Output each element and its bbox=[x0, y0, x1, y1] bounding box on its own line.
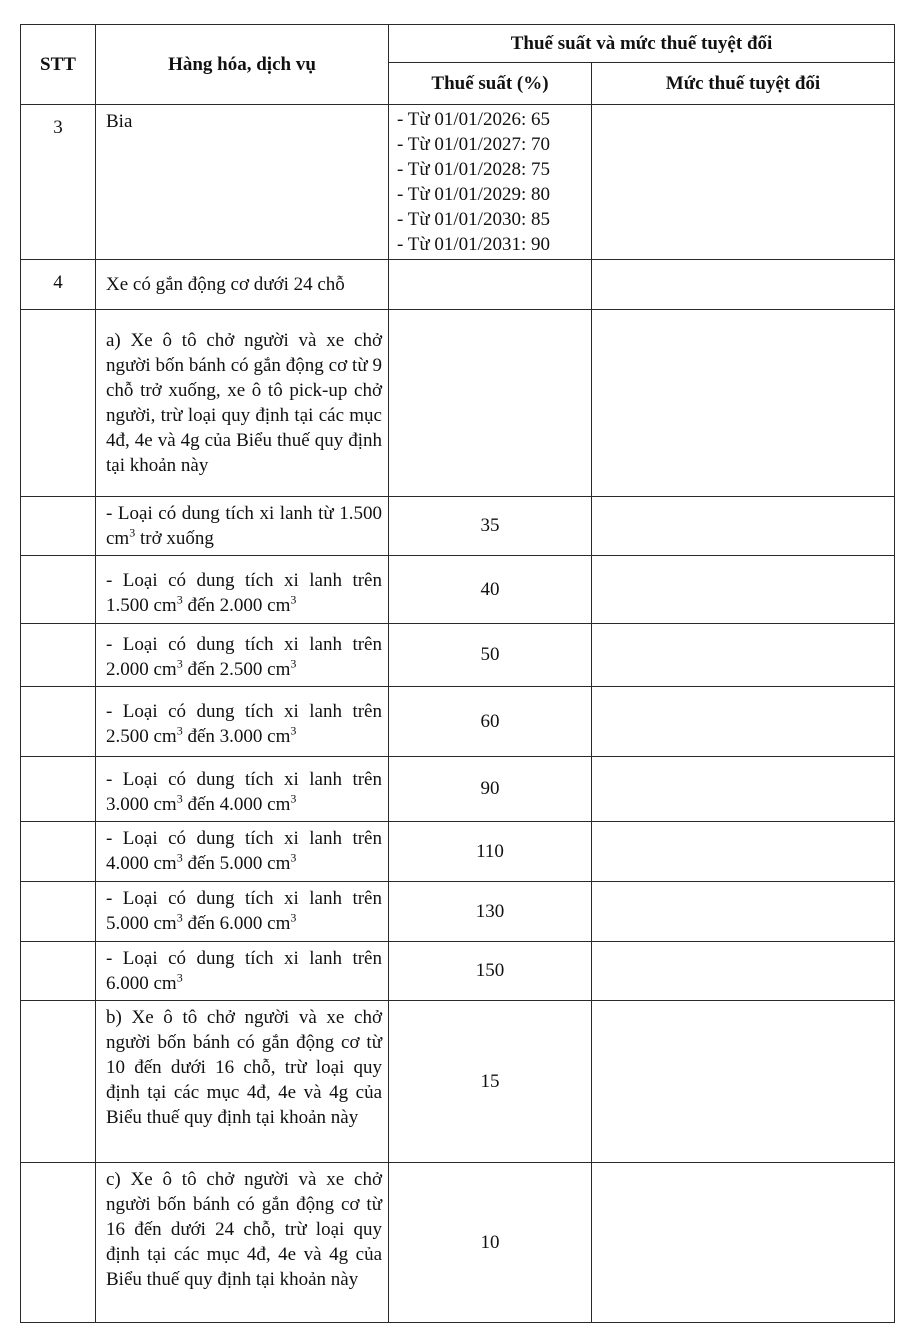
table-row-beer bbox=[21, 105, 895, 260]
table-row-4a bbox=[21, 310, 895, 497]
row-rate: 15 bbox=[389, 1001, 592, 1163]
row-goods: c) Xe ô tô chở người và xe chở người bốn bánh có gắn động cơ từ 16 đến dưới 24 chỗ, trừ loại quy định tại các mục 4đ, 4e và 4g của Biểu thuế quy định tại khoản này bbox=[96, 1163, 389, 1323]
row-goods: - Loại có dung tích xi lanh trên 4.000 $cm^3$ đến 5.000 $cm^3$ bbox=[96, 822, 389, 882]
table-row-4c bbox=[21, 1163, 895, 1323]
table-row-4b bbox=[21, 1001, 895, 1163]
row-stt bbox=[21, 310, 96, 497]
row-absolute bbox=[592, 310, 895, 497]
row-goods: - Loại có dung tích xi lanh trên 1.500 $cm^3$ đến 2.000 $cm^3$ bbox=[96, 556, 389, 624]
row-goods: - Loại có dung tích xi lanh trên 6.000 $cm^3$ bbox=[96, 942, 389, 1001]
header-goods: Hàng hóa, dịch vụ bbox=[96, 25, 389, 105]
row-goods: Bia bbox=[96, 105, 389, 260]
row-rate: 60 bbox=[389, 687, 592, 757]
row-goods: Xe có gắn động cơ dưới 24 chỗ bbox=[96, 260, 389, 310]
row-goods: - Loại có dung tích xi lanh trên 3.000 $cm^3$ đến 4.000 $cm^3$ bbox=[96, 757, 389, 822]
row-stt: 4 bbox=[21, 260, 96, 310]
header-row-top bbox=[21, 25, 895, 63]
row-rate: 35 bbox=[389, 497, 592, 556]
row-rate: 110 bbox=[389, 822, 592, 882]
row-absolute bbox=[592, 260, 895, 310]
header-rate-group: Thuế suất và mức thuế tuyệt đối bbox=[389, 25, 895, 63]
row-absolute bbox=[592, 1001, 895, 1163]
row-goods: - Loại có dung tích xi lanh từ 1.500 $cm^3$ trở xuống bbox=[96, 497, 389, 556]
row-goods: - Loại có dung tích xi lanh trên 5.000 $cm^3$ đến 6.000 $cm^3$ bbox=[96, 882, 389, 942]
row-goods: - Loại có dung tích xi lanh trên 2.000 $cm^3$ đến 2.500 $cm^3$ bbox=[96, 624, 389, 687]
row-rate bbox=[389, 310, 592, 497]
beer-rate-line: - Từ 01/01/2030: 85 bbox=[397, 209, 550, 230]
row-rate: 50 bbox=[389, 624, 592, 687]
row-stt: 3 bbox=[21, 105, 96, 260]
row-rate bbox=[389, 260, 592, 310]
table-row-engine bbox=[21, 497, 895, 556]
row-rate: 150 bbox=[389, 942, 592, 1001]
table-row-engine bbox=[21, 556, 895, 624]
table-row-engine bbox=[21, 757, 895, 822]
row-rate: 40 bbox=[389, 556, 592, 624]
row-absolute bbox=[592, 105, 895, 260]
row-stt bbox=[21, 1163, 96, 1323]
beer-rate-line: - Từ 01/01/2031: 90 bbox=[397, 234, 550, 255]
beer-rate-line: - Từ 01/01/2029: 80 bbox=[397, 184, 550, 205]
beer-rate-line: - Từ 01/01/2026: 65 bbox=[397, 109, 550, 130]
row-goods: b) Xe ô tô chở người và xe chở người bốn bánh có gắn động cơ từ 10 đến dưới 16 chỗ, trừ loại quy định tại các mục 4đ, 4e và 4g của Biểu thuế quy định tại khoản này bbox=[96, 1001, 389, 1163]
beer-rate-line: - Từ 01/01/2027: 70 bbox=[397, 134, 550, 155]
header-stt: STT bbox=[21, 25, 96, 105]
row-absolute bbox=[592, 1163, 895, 1323]
beer-rate-line: - Từ 01/01/2028: 75 bbox=[397, 159, 550, 180]
header-absolute: Mức thuế tuyệt đối bbox=[592, 63, 895, 105]
table-row-engine bbox=[21, 882, 895, 942]
row-rate: 90 bbox=[389, 757, 592, 822]
beer-rate-schedule bbox=[389, 105, 592, 260]
row-goods: - Loại có dung tích xi lanh trên 2.500 $cm^3$ đến 3.000 $cm^3$ bbox=[96, 687, 389, 757]
row-goods: a) Xe ô tô chở người và xe chở người bốn bánh có gắn động cơ từ 9 chỗ trở xuống, xe ô tô pick-up chở người, trừ loại quy định tại các mục 4đ, 4e và 4g của Biểu thuế quy định tại khoản này bbox=[96, 310, 389, 497]
table-row-engine bbox=[21, 687, 895, 757]
tax-table bbox=[20, 24, 895, 1323]
header-rate: Thuế suất (%) bbox=[389, 63, 592, 105]
row-rate: 130 bbox=[389, 882, 592, 942]
table-row-engine bbox=[21, 624, 895, 687]
row-stt bbox=[21, 1001, 96, 1163]
row-rate: 10 bbox=[389, 1163, 592, 1323]
table-row-engine bbox=[21, 822, 895, 882]
table-row-engine bbox=[21, 942, 895, 1001]
table-row-vehicles bbox=[21, 260, 895, 310]
